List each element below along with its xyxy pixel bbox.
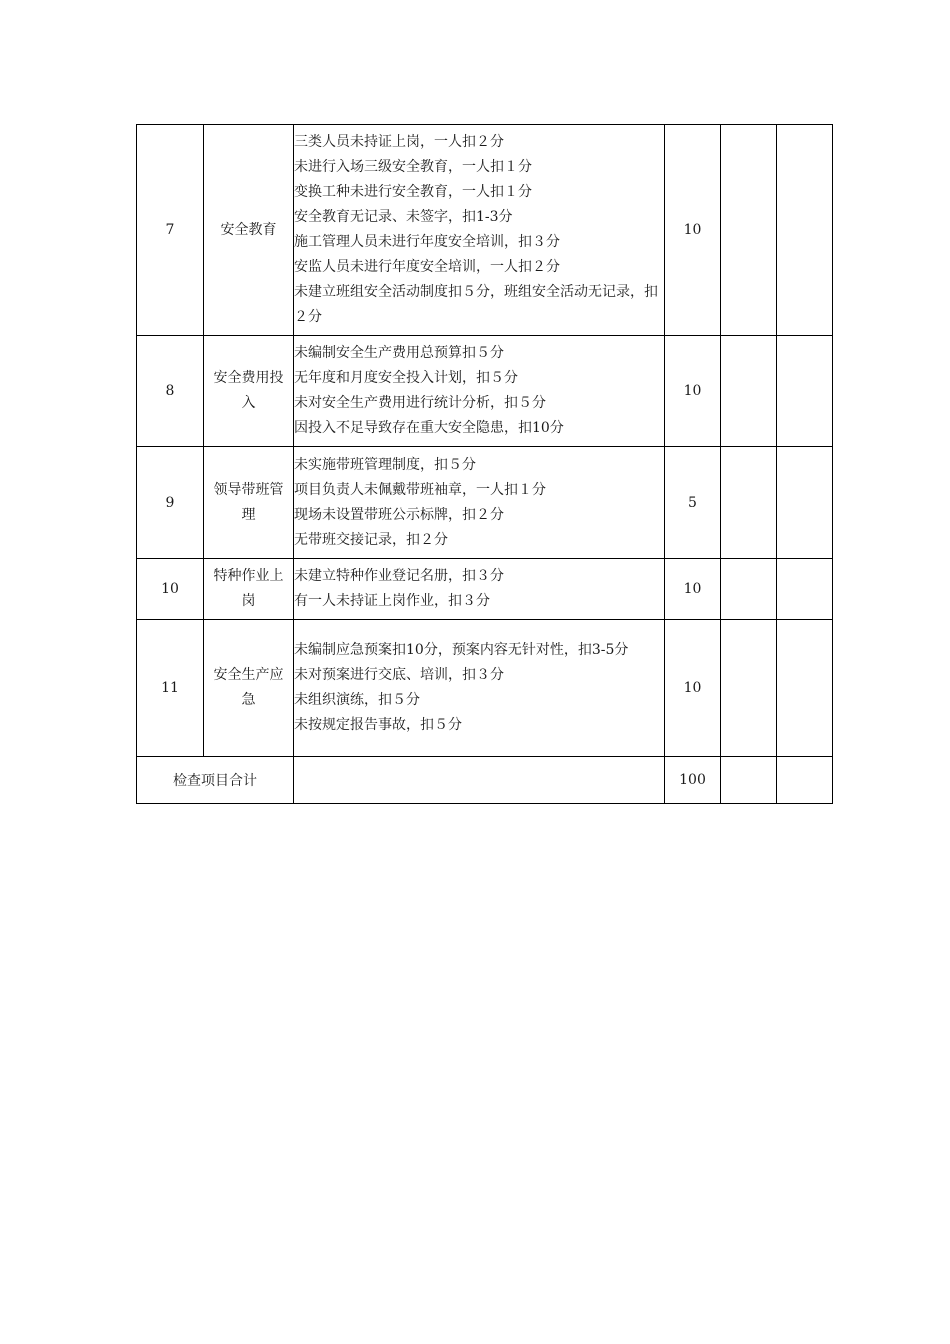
criteria-line: 因投入不足导致存在重大安全隐患，扣10分 — [294, 420, 564, 436]
criteria-line: 未编制安全生产费用总预算扣５分 — [294, 345, 504, 361]
item-number: 7 — [137, 125, 204, 336]
criteria-line: 未编制应急预案扣10分，预案内容无针对性，扣3-5分 — [294, 642, 629, 658]
deducted-score-cell — [721, 559, 777, 620]
criteria-line: 无带班交接记录，扣２分 — [294, 531, 448, 548]
item-name — [204, 620, 294, 757]
criteria-line: 无年度和月度安全投入计划，扣５分 — [294, 370, 518, 386]
item-number: 11 — [137, 620, 204, 757]
deducted-score-cell — [721, 125, 777, 336]
full-score: 5 — [665, 447, 721, 559]
table-row — [137, 336, 833, 447]
total-actual-cell — [777, 757, 833, 804]
item-name-text: 领导带班管理 — [213, 481, 284, 523]
criteria-line: 未对安全生产费用进行统计分析，扣５分 — [294, 395, 546, 411]
item-number: 9 — [137, 447, 204, 559]
item-name — [204, 447, 294, 559]
criteria-line: 安全教育无记录、未签字，扣1-3分 — [294, 209, 513, 225]
criteria-line: 现场未设置带班公示标牌，扣２分 — [294, 506, 504, 523]
full-score: 10 — [665, 620, 721, 757]
criteria-line: 未建立班组安全活动制度扣５分，班组安全活动无记录，扣２分 — [294, 284, 658, 325]
criteria-line: 未建立特种作业登记名册，扣３分 — [294, 568, 504, 584]
total-score: 100 — [665, 757, 721, 804]
criteria-line: 变换工种未进行安全教育，一人扣１分 — [294, 184, 532, 200]
item-name-text: 安全费用投入 — [213, 370, 284, 411]
total-criteria-cell — [294, 757, 665, 804]
item-name-text: 安全教育 — [220, 221, 277, 238]
item-number: 10 — [137, 559, 204, 620]
item-name-text: 安全生产应急 — [213, 667, 284, 708]
total-row — [137, 757, 833, 804]
actual-score-cell — [777, 125, 833, 336]
criteria-line: 三类人员未持证上岗，一人扣２分 — [294, 134, 504, 150]
item-number: 8 — [137, 336, 204, 447]
table-row — [137, 620, 833, 757]
criteria-line: 项目负责人未佩戴带班袖章，一人扣１分 — [294, 481, 546, 498]
actual-score-cell — [777, 559, 833, 620]
total-label: 检查项目合计 — [137, 757, 294, 804]
deduction-criteria — [294, 620, 665, 757]
criteria-line: 安监人员未进行年度安全培训，一人扣２分 — [294, 259, 560, 275]
criteria-line: 未实施带班管理制度，扣５分 — [294, 456, 476, 473]
full-score: 10 — [665, 125, 721, 336]
item-name — [204, 125, 294, 336]
criteria-line: 有一人未持证上岗作业，扣３分 — [294, 593, 490, 609]
criteria-line: 未对预案进行交底、培训，扣３分 — [294, 667, 504, 683]
deducted-score-cell — [721, 447, 777, 559]
table-row — [137, 559, 833, 620]
criteria-line: 未组织演练，扣５分 — [294, 692, 420, 708]
criteria-line: 未进行入场三级安全教育，一人扣１分 — [294, 159, 532, 175]
inspection-score-table — [136, 124, 833, 804]
deducted-score-cell — [721, 336, 777, 447]
table-row — [137, 447, 833, 559]
item-name — [204, 336, 294, 447]
deduction-criteria — [294, 336, 665, 447]
criteria-line: 施工管理人员未进行年度安全培训，扣３分 — [294, 234, 560, 250]
table-row — [137, 125, 833, 336]
deducted-score-cell — [721, 620, 777, 757]
criteria-line: 未按规定报告事故，扣５分 — [294, 717, 462, 733]
deduction-criteria — [294, 447, 665, 559]
item-name-text: 特种作业上岗 — [213, 568, 284, 609]
actual-score-cell — [777, 336, 833, 447]
actual-score-cell — [777, 620, 833, 757]
actual-score-cell — [777, 447, 833, 559]
full-score: 10 — [665, 559, 721, 620]
deduction-criteria — [294, 125, 665, 336]
total-deducted-cell — [721, 757, 777, 804]
full-score: 10 — [665, 336, 721, 447]
item-name — [204, 559, 294, 620]
deduction-criteria — [294, 559, 665, 620]
